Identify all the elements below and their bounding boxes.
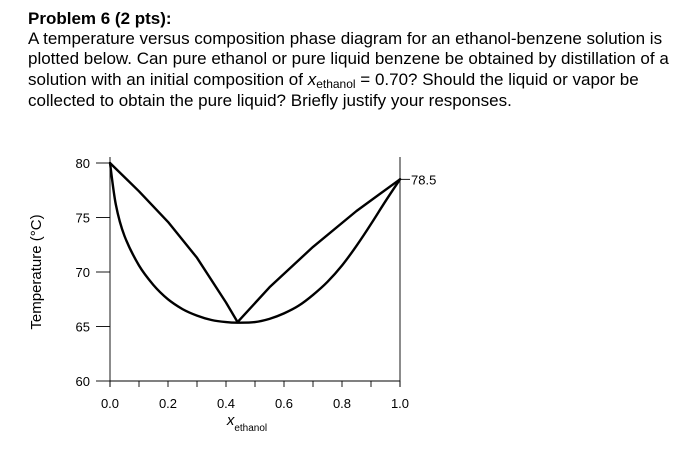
x-tick-label: 0.6 [274, 396, 294, 411]
x-axis-label-var: x [226, 412, 235, 429]
vapor-line-right [238, 179, 400, 322]
problem-text-before: A temperature versus composition phase diagram for an ethanol-benzene solution is plotted below. Can pure ethanol or pure liquid benzene be obtained by distillation of a solution with an initial composition of [28, 29, 669, 89]
y-tick-label: 60 [75, 374, 90, 389]
liquid-curve [110, 163, 400, 323]
vapor-line-left [110, 163, 238, 322]
composition-variable-subscript: ethanol [316, 76, 356, 91]
x-tick-label: 0.0 [100, 396, 120, 411]
problem-title: Problem 6 (2 pts): [28, 9, 172, 28]
problem-text-after: = 0.70? Should the liquid or vapor be collected to obtain the pure liquid? Briefly justify your responses. [28, 69, 639, 110]
chart-curves [110, 163, 400, 323]
y-axis-label: Temperature (°C) [28, 214, 45, 330]
x-tick-label: 0.2 [158, 396, 178, 411]
annotation-label: 78.5 [411, 172, 437, 188]
x-axis-label [226, 412, 267, 434]
x-tick-label: 1.0 [390, 396, 410, 411]
y-tick-label: 75 [75, 210, 90, 226]
y-tick-label: 70 [75, 265, 90, 280]
y-tick-label: 65 [75, 319, 90, 335]
x-tick-label: 0.4 [216, 396, 236, 411]
x-axis-label-subscript: ethanol [234, 423, 268, 434]
x-tick-label: 0.8 [332, 396, 352, 411]
y-tick-label: 80 [75, 156, 90, 171]
composition-variable: x [307, 69, 317, 89]
